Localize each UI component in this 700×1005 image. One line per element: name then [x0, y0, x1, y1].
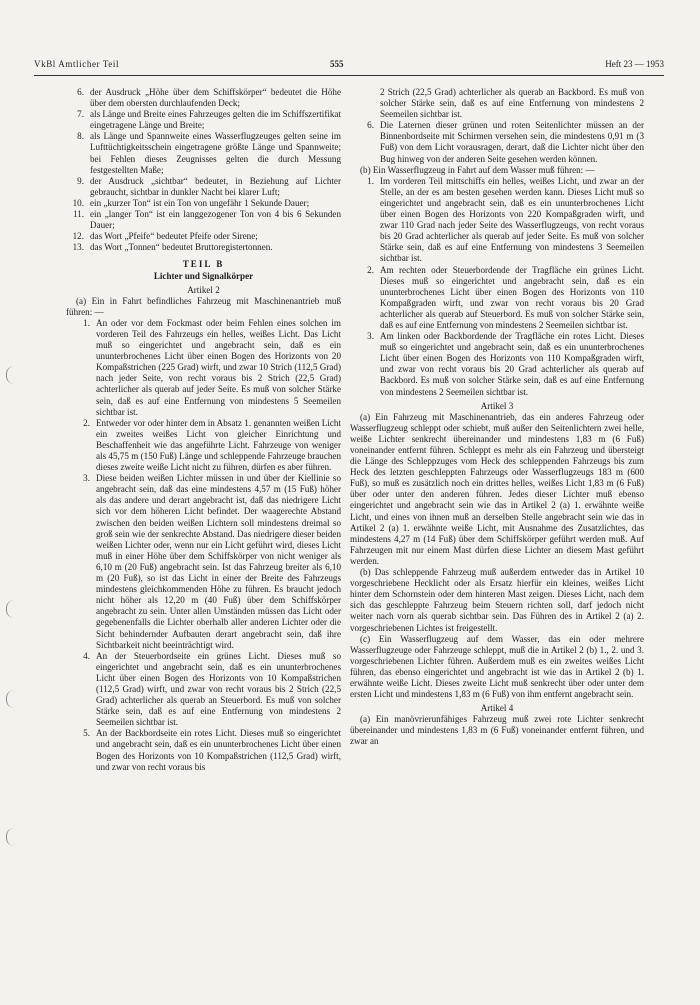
- definition-item: 6. der Ausdruck „Höhe über dem Schiffskörper“ bedeutet die Höhe über dem obersten durchlaufenden Deck;: [77, 87, 341, 109]
- definition-item: 12. das Wort „Pfeife“ bedeutet Pfeife oder Sirene;: [72, 231, 258, 242]
- list-item: 5. An der Backbordseite ein rotes Licht. Dieses muß so eingerichtet und angebracht sein, daß es ein ununterbrochenes Licht über einen Bogen des Horizonts von 10 Kompaßstrichen (112,5 Grad) wirft, und zwar von recht voraus bis: [83, 728, 341, 772]
- list-item: 4. An der Steuerbordseite ein grünes Licht. Dieses muß so eingerichtet und angebracht sein, daß es ein ununterbrochenes Licht über einen Bogen des Horizonts von 10 Kompaßstrichen (112,5 Grad) wirft, und zwar von recht voraus bis 2 Strich (22,5 Grad) achterlicher als querab an Steuerbord. Es muß von solcher Stärke sein, daß es auf eine Entfernung von mindestens 2 Seemeilen sichtbar ist.: [83, 650, 341, 728]
- paragraph: (a) Ein manövrierunfähiges Fahrzeug muß zwei rote Lichter senkrecht übereinander und mindestens 1,83 m (6 Fuß) voneinander entfernt führen, und zwar an: [350, 714, 644, 747]
- article-intro: (a) Ein in Fahrt befindliches Fahrzeug mit Maschinenantrieb muß führen: —: [66, 295, 341, 317]
- paragraph: (c) Ein Wasserflugzeug auf dem Wasser, das ein oder mehrere Wasserflugzeuge oder Fahrzeuge schleppt, muß die in Artikel 2 (b) 1., 2. und 3. vorgeschriebenen Lichter führen. Außerdem muß es ein zweites weißes Licht führen, das ebenso eingerichtet und angebracht ist wie das in Artikel 2 (b) 1. erwähnte weiße Licht. Dieses zweite Licht muß senkrecht über oder unter dem ersten Licht und mindestens 1,83 m (6 Fuß) von ihm entfernt angebracht sein.: [350, 633, 644, 700]
- list-item-continuation: 2 Strich (22,5 Grad) achterlicher als querab an Backbord. Es muß von solcher Stärke sein, daß es auf eine Entfernung von mindestens 2 Seemeilen sichtbar ist.: [380, 87, 644, 120]
- margin-mark: [6, 828, 23, 846]
- article-title: Artikel 2: [187, 284, 220, 295]
- list-item: 2. Entweder vor oder hinter dem in Absatz 1. genannten weißen Licht ein zweites weißes Licht von gleicher Einrichtung und Beschaffenheit wie das angeführte Licht. Fahrzeuge von weniger als 45,75 m (150 Fuß) Länge und schleppende Fahrzeuge brauchen dieses zweite weiße Licht nicht zu führen, dürfen es aber führen.: [83, 417, 341, 473]
- margin-mark: [6, 600, 23, 618]
- list-item: 1. An oder vor dem Fockmast oder beim Fehlen eines solchen im vorderen Teil des Fahrzeugs ein helles, weißes Licht. Das Licht muß so eingerichtet und angebracht sein, daß es ein ununterbrochenes Licht über einen Bogen des Horizonts von 20 Kompaßstrichen (225 Grad) wirft, und zwar 10 Strich (112,5 Grad) nach jeder Seite, von recht voraus bis 2 Strich (22,5 Grad) achterlicher als querab auf jeder Seite. Es muß von solcher Stärke sein, daß es auf eine Entfernung von mindestens 5 Seemeilen sichtbar ist.: [83, 317, 341, 417]
- article-title: Artikel 3: [480, 400, 514, 411]
- issue-label: Heft 23 — 1953: [605, 59, 664, 69]
- left-column: [66, 87, 341, 773]
- list-item: 2. Am rechten oder Steuerbordende der Tragfläche ein grünes Licht. Dieses muß so eingerichtet und angebracht sein, daß es ein ununterbrochenes Licht über einen Bogen des Horizonts von 110 Kompaßgraden wirft, und zwar von recht voraus bis 20 Grad achterlicher als querab auf Steuerbord. Es muß von solcher Stärke sein, daß es auf eine Entfernung von mindestens 2 Seemeilen sichtbar ist.: [367, 264, 644, 330]
- paragraph: (b) Das schleppende Fahrzeug muß außerdem entweder das in Artikel 10 vorgeschriebene Hecklicht oder als Ersatz hierfür ein kleines, weißes Licht hinter dem Schornstein oder dem hinteren Mast zeigen. Dieses Licht, nach dem sich das geschleppte Fahrzeug beim Steuern richten soll, darf jedoch nicht weiter nach vorn als querab sichtbar sein. Das Führen des in Artikel 2 (a) 2. vorgeschriebenen Lichtes ist freigestellt.: [350, 567, 644, 633]
- list-item: 3. Diese beiden weißen Lichter müssen in und über der Kiellinie so angebracht sein, daß das eine mindestens 4,57 m (15 Fuß) höher als das andere und derart angebracht ist, daß das niedrigere Licht sich vor dem höheren Licht befindet. Der waagerechte Abstand zwischen den beiden weißen Lichtern soll mindestens dreimal so groß sein wie der senkrechte Abstand. Das niedrigere dieser beiden weißen Lichter oder, wenn nur ein Licht geführt wird, dieses Licht muß in einer Höhe über dem Schiffskörper von nicht weniger als 6,10 m (20 Fuß) angebracht sein. Ist das Fahrzeug breiter als 6,10 m (20 Fuß), so ist das Licht in einer der Breite des Fahrzeugs mindestens gleichkommenden Höhe zu führen. Es braucht jedoch nicht höher als 12,20 m (40 Fuß) über dem Schiffskörper angebracht zu sein. Unter allen Umständen müssen das Licht oder gegebenenfalls die Lichter oberhalb aller anderen Lichter oder die Sicht behindernder Aufbauten derart angebracht sein, daß ihre Sichtbarkeit nicht beeinträchtigt wird.: [83, 473, 341, 650]
- journal-title: VkBl Amtlicher Teil: [34, 59, 120, 69]
- definition-item: 11. ein „langer Ton“ ist ein langgezogener Ton von 4 bis 6 Sekunden Dauer;: [72, 209, 341, 231]
- definition-item: 9. der Ausdruck „sichtbar“ bedeutet, in Beziehung auf Lichter gebraucht, sichtbar in dunkler Nacht bei klarer Luft;: [77, 175, 341, 197]
- article-title: Artikel 4: [480, 703, 514, 714]
- page-number: 555: [330, 59, 344, 69]
- list-item: 3. Am linken oder Backbordende der Tragfläche ein rotes Licht. Dieses muß so eingerichtet und angebracht sein, daß es ein ununterbrochenes Licht über einen Bogen des Horizonts von 110 Kompaßgraden wirft, und zwar von recht voraus bis 20 Grad achterlicher als querab auf Backbord. Es muß von solcher Stärke sein, daß es auf eine Entfernung von mindestens 2 Seemeilen sichtbar ist.: [367, 331, 644, 397]
- definition-item: 7. als Länge und Breite eines Fahrzeuges gelten die im Schiffszertifikat eingetragene Länge und Breite;: [77, 109, 341, 131]
- list-item: 6. Die Laternen dieser grünen und roten Seitenlichter müssen an der Binnenbordseite mit Schirmen versehen sein, die mindestens 0,91 m (3 Fuß) von dem Licht vorausragen, derart, daß die Lichter nicht über den Bug hinweg von der anderen Seite gesehen werden können.: [367, 120, 644, 164]
- list-item: 1. Im vorderen Teil mittschiffs ein helles, weißes Licht, und zwar an der Stelle, an der es am besten gesehen werden kann. Dieses Licht muß so eingerichtet und angebracht sein, daß es ein ununterbrochenes Licht über einen Bogen des Horizonts von 220 Kompaßgraden wirft, und zwar 110 Grad nach jeder Seite des Wasserflugzeugs, von recht voraus bis 20 Grad achterlicher als querab auf jeder Seite. Es muß von solcher Stärke sein, daß es auf eine Entfernung von mindestens 3 Seemeilen sichtbar ist.: [367, 175, 644, 264]
- header-rule: [34, 75, 664, 76]
- page-header: [34, 59, 664, 75]
- right-column: [350, 87, 644, 748]
- definition-item: 10. ein „kurzer Ton“ ist ein Ton von ungefähr 1 Sekunde Dauer;: [72, 197, 310, 208]
- section-intro: (b) Ein Wasserflugzeug in Fahrt auf dem Wasser muß führen: —: [360, 164, 595, 175]
- paragraph: (a) Ein Fahrzeug mit Maschinenantrieb, das ein anderes Fahrzeug oder Wasserflugzeug schleppt oder schiebt, muß außer den Seitenlichtern zwei helle, weiße Lichter senkrecht übereinander und mindestens 1,83 m (6 Fuß) voneinander entfernt führen. Schleppt es mehr als ein Fahrzeug und übersteigt die Länge des Schleppzuges vom Heck des schleppenden Fahrzeugs bis zum Heck des letzten geschleppten Fahrzeugs oder Wasserflugzeugs 183 m (600 Fuß), so muß es zusätzlich noch ein drittes helles, weißes Licht 1,83 m (6 Fuß) über oder unter den anderen führen. Jedes dieser Lichter muß ebenso eingerichtet und angebracht sein wie das in Artikel 2 (a) 1. erwähnte weiße Licht, und eines von ihnen muß an derselben Stelle angebracht sein wie das in Artikel 2 (a) 1. erwähnte weiße Licht, mit Ausnahme des Zusatzlichtes, das mindestens 4,27 m (14 Fuß) über dem Schiffskörper geführt werden muß. Auf Fahrzeugen mit nur einem Mast dürfen diese Lichter an diesem Mast geführt werden.: [350, 411, 644, 566]
- margin-mark: [6, 690, 23, 708]
- margin-mark: [6, 366, 23, 384]
- definition-item: 8. als Länge und Spannweite eines Wasserflugzeuges gelten seine im Lufttüchtigkeitsschein eingetragene größte Länge und Spannweite; bei Fehlen dieses Zeugnisses gelten die durch Messung festgestellten Maße;: [77, 131, 341, 175]
- part-heading: TEIL B: [182, 259, 225, 270]
- part-subheading: Lichter und Signalkörper: [153, 270, 254, 281]
- definition-item: 13. das Wort „Tonnen“ bedeutet Bruttoregistertonnen.: [72, 242, 273, 253]
